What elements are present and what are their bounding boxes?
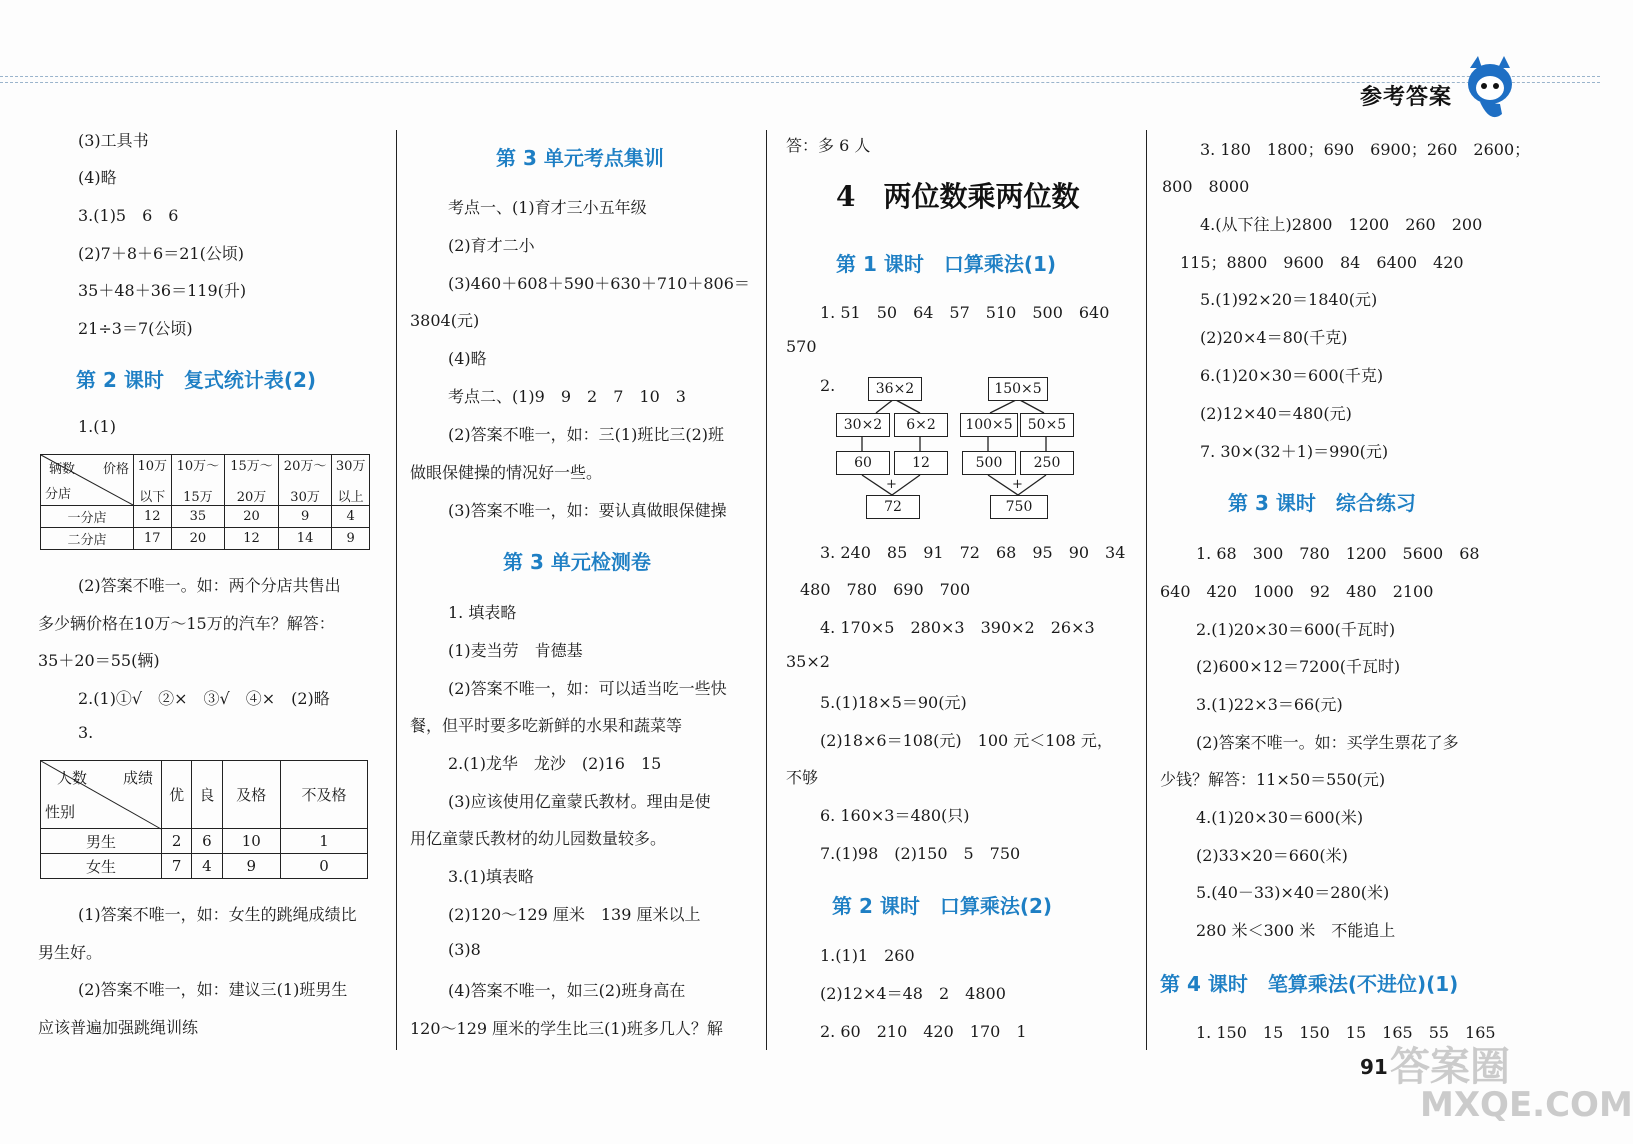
answer-line: 120～129 厘米的学生比三(1)班多几人？解 bbox=[410, 1019, 723, 1038]
table-header-cell: 10万 以下 bbox=[134, 455, 172, 506]
lesson-heading: 第 4 课时 笔算乘法(不进位)(1) bbox=[1160, 972, 1459, 996]
answer-line: 6. 160×3＝480(只) bbox=[820, 806, 970, 825]
table-header-cell: 10万～ 15万 bbox=[171, 455, 225, 506]
answer-line: 1. 150 15 150 15 165 55 165 bbox=[1196, 1023, 1496, 1042]
answer-line: 35＋20＝55(辆) bbox=[38, 651, 160, 670]
answer-line: (3)460＋608＋590＋630＋710＋806＝ bbox=[448, 274, 750, 293]
answer-line: (3)8 bbox=[448, 940, 481, 959]
answer-line: 1. 68 300 780 1200 5600 68 bbox=[1196, 544, 1480, 563]
table-header-cell: 良 bbox=[192, 761, 222, 829]
answer-line: 3804(元) bbox=[410, 311, 480, 330]
diagram-box: 60 bbox=[836, 451, 890, 475]
answer-line: (2)20×4＝80(千克) bbox=[1200, 328, 1348, 347]
diagram-box: 12 bbox=[894, 451, 948, 475]
answer-line: 答：多 6 人 bbox=[786, 136, 871, 155]
answer-line: 5.(40－33)×40＝280(米) bbox=[1196, 883, 1390, 902]
answer-line: (1)答案不唯一，如：女生的跳绳成绩比 bbox=[78, 905, 357, 924]
answer-line: 2.(1)①√ ②× ③√ ④× (2)略 bbox=[78, 689, 330, 708]
answer-line: (2)答案不唯一，如：可以适当吃一些快 bbox=[448, 679, 727, 698]
diagram-box: 6×2 bbox=[894, 413, 948, 437]
lesson-heading: 第 2 课时 复式统计表(2) bbox=[76, 368, 317, 392]
answer-line: 480 780 690 700 bbox=[800, 580, 971, 599]
answer-line: 用亿童蒙氏教材的幼儿园数量较多。 bbox=[410, 829, 667, 848]
plus-sign: + bbox=[1012, 477, 1023, 492]
answer-line: (2)答案不唯一，如：建议三(1)班男生 bbox=[78, 980, 348, 999]
answer-line: (2)育才二小 bbox=[448, 236, 535, 255]
table-header-cell: 不及格 bbox=[281, 761, 368, 829]
diagram-box: 30×2 bbox=[836, 413, 890, 437]
answer-line: 35×2 bbox=[786, 652, 830, 671]
answer-line: 800 8000 bbox=[1162, 177, 1250, 196]
answer-line: 6.(1)20×30＝600(千克) bbox=[1200, 366, 1384, 385]
decomposition-diagram bbox=[830, 375, 1090, 525]
watermark-logo: 答案圈 bbox=[1390, 1044, 1510, 1090]
answer-line: 1. 填表略 bbox=[448, 603, 517, 622]
diagram-box: 250 bbox=[1020, 451, 1074, 475]
answer-line: 3. bbox=[78, 723, 94, 742]
watermark-url: MXQE.COM bbox=[1420, 1085, 1633, 1125]
answer-line: 多少辆价格在10万～15万的汽车？解答： bbox=[38, 614, 335, 633]
answer-line: (2)120～129 厘米 139 厘米以上 bbox=[448, 905, 701, 924]
diagram-box: 36×2 bbox=[868, 377, 922, 401]
header-title: 参考答案 bbox=[1360, 85, 1453, 110]
answer-line: 应该普遍加强跳绳训练 bbox=[38, 1018, 199, 1037]
answer-line: 115；8800 9600 84 6400 420 bbox=[1180, 253, 1464, 272]
table-row: 男生 2 6 10 1 bbox=[41, 829, 368, 854]
table-header-cell: 15万～ 20万 bbox=[225, 455, 279, 506]
answer-line: 35＋48＋36＝119(升) bbox=[78, 281, 247, 300]
answer-line: (1)麦当劳 肯德基 bbox=[448, 641, 583, 660]
answer-line: (2)答案不唯一。如：买学生票花了多 bbox=[1196, 733, 1459, 752]
column-divider-2 bbox=[766, 130, 767, 1050]
chapter-title: 4 两位数乘两位数 bbox=[836, 180, 1080, 213]
table-row: 一分店 12 35 20 9 4 bbox=[41, 506, 370, 528]
answer-line: 5.(1)92×20＝1840(元) bbox=[1200, 290, 1378, 309]
plus-sign: + bbox=[886, 477, 897, 492]
answer-line: (4)答案不唯一，如三(2)班身高在 bbox=[448, 981, 686, 1000]
diagram-box: 500 bbox=[962, 451, 1016, 475]
column-divider-1 bbox=[396, 130, 397, 1050]
answer-line: 考点二、(1)9 9 2 7 10 3 bbox=[448, 387, 686, 406]
sales-table bbox=[40, 454, 370, 550]
diagram-box: 50×5 bbox=[1020, 413, 1074, 437]
answer-line: 280 米＜300 米 不能追上 bbox=[1196, 921, 1396, 940]
lesson-heading: 第 2 课时 口算乘法(2) bbox=[832, 894, 1053, 918]
answer-line: 3. 180 1800；690 6900；260 2600； bbox=[1200, 140, 1531, 159]
table-header-cell: 优 bbox=[162, 761, 192, 829]
unit-heading: 第 3 单元考点集训 bbox=[496, 146, 664, 170]
answer-line: 4. 170×5 280×3 390×2 26×3 bbox=[820, 618, 1095, 637]
answer-line: (2)12×4＝48 2 4800 bbox=[820, 984, 1006, 1003]
mascot-icon bbox=[1450, 54, 1530, 124]
answer-line: (2)33×20＝660(米) bbox=[1196, 846, 1348, 865]
header-rule-top bbox=[0, 76, 1600, 77]
table-corner-cell: 人数 成绩 性别 bbox=[41, 761, 162, 829]
answer-line: 少钱？解答：11×50＝550(元) bbox=[1160, 770, 1386, 789]
answer-line: 餐，但平时要多吃新鲜的水果和蔬菜等 bbox=[410, 716, 683, 735]
answer-line: (4)略 bbox=[448, 349, 487, 368]
table-header-cell: 30万 以上 bbox=[332, 455, 370, 506]
answer-line: 4.(1)20×30＝600(米) bbox=[1196, 808, 1364, 827]
answer-line: 4.(从下往上)2800 1200 260 200 bbox=[1200, 215, 1483, 234]
diagram-box: 100×5 bbox=[960, 413, 1018, 437]
answer-line: 1.(1)1 260 bbox=[820, 946, 915, 965]
page-number: 91 bbox=[1360, 1055, 1388, 1079]
column-divider-3 bbox=[1146, 130, 1147, 1050]
answer-line: (3)应该使用亿童蒙氏教材。理由是使 bbox=[448, 792, 711, 811]
answer-line: 1.(1) bbox=[78, 417, 116, 436]
diagram-box: 150×5 bbox=[988, 377, 1048, 401]
answer-line: (3)答案不唯一，如：要认真做眼保健操 bbox=[448, 501, 727, 520]
table-corner-cell: 辆数 价格 分店 bbox=[41, 455, 134, 506]
answer-line: (2)7＋8＋6＝21(公顷) bbox=[78, 244, 245, 263]
answer-line: 男生好。 bbox=[38, 943, 103, 962]
answer-line: 做眼保健操的情况好一些。 bbox=[410, 463, 603, 482]
answer-line: (3)工具书 bbox=[78, 131, 149, 150]
answer-line: 5.(1)18×5＝90(元) bbox=[820, 693, 967, 712]
answer-line: (2)18×6＝108(元) 100 元＜108 元， bbox=[820, 731, 1113, 750]
unit-heading: 第 3 单元检测卷 bbox=[503, 550, 651, 574]
table-header-cell: 及格 bbox=[222, 761, 281, 829]
answer-line: 7.(1)98 (2)150 5 750 bbox=[820, 844, 1021, 863]
answer-line: 3. 240 85 91 72 68 95 90 34 bbox=[820, 543, 1126, 562]
table-row: 女生 7 4 9 0 bbox=[41, 854, 368, 879]
diagram-box: 72 bbox=[866, 495, 920, 519]
answer-line: 1. 51 50 64 57 510 500 640 bbox=[820, 303, 1110, 322]
answer-line: 640 420 1000 92 480 2100 bbox=[1160, 582, 1434, 601]
answer-line: 2.(1)20×30＝600(千瓦时) bbox=[1196, 620, 1396, 639]
answer-line: 3.(1)填表略 bbox=[448, 867, 534, 886]
answer-line: 7. 30×(32＋1)＝990(元) bbox=[1200, 442, 1389, 461]
answer-line: 2.(1)龙华 龙沙 (2)16 15 bbox=[448, 754, 662, 773]
answer-line: 考点一、(1)育才三小五年级 bbox=[448, 198, 647, 217]
answer-line: (2)答案不唯一。如：两个分店共售出 bbox=[78, 576, 341, 595]
table-row: 二分店 17 20 12 14 9 bbox=[41, 528, 370, 550]
answer-line: 21÷3＝7(公顷) bbox=[78, 319, 193, 338]
answer-line: 不够 bbox=[786, 768, 819, 787]
diagram-box: 750 bbox=[990, 495, 1048, 519]
table-header-cell: 20万～ 30万 bbox=[278, 455, 332, 506]
answer-line: 570 bbox=[786, 337, 817, 356]
answer-line: 2. bbox=[820, 376, 836, 395]
lesson-heading: 第 1 课时 口算乘法(1) bbox=[836, 252, 1057, 276]
answer-line: (2)12×40＝480(元) bbox=[1200, 404, 1352, 423]
lesson-heading: 第 3 课时 综合练习 bbox=[1228, 491, 1416, 515]
answer-line: (4)略 bbox=[78, 168, 117, 187]
answer-line: 3.(1)22×3＝66(元) bbox=[1196, 695, 1343, 714]
answer-line: 3.(1)5 6 6 bbox=[78, 206, 179, 225]
answer-line: (2)600×12＝7200(千瓦时) bbox=[1196, 657, 1401, 676]
answer-line: 2. 60 210 420 170 1 bbox=[820, 1022, 1027, 1041]
answer-line: (2)答案不唯一，如：三(1)班比三(2)班 bbox=[448, 425, 724, 444]
rope-skipping-table bbox=[40, 760, 368, 879]
